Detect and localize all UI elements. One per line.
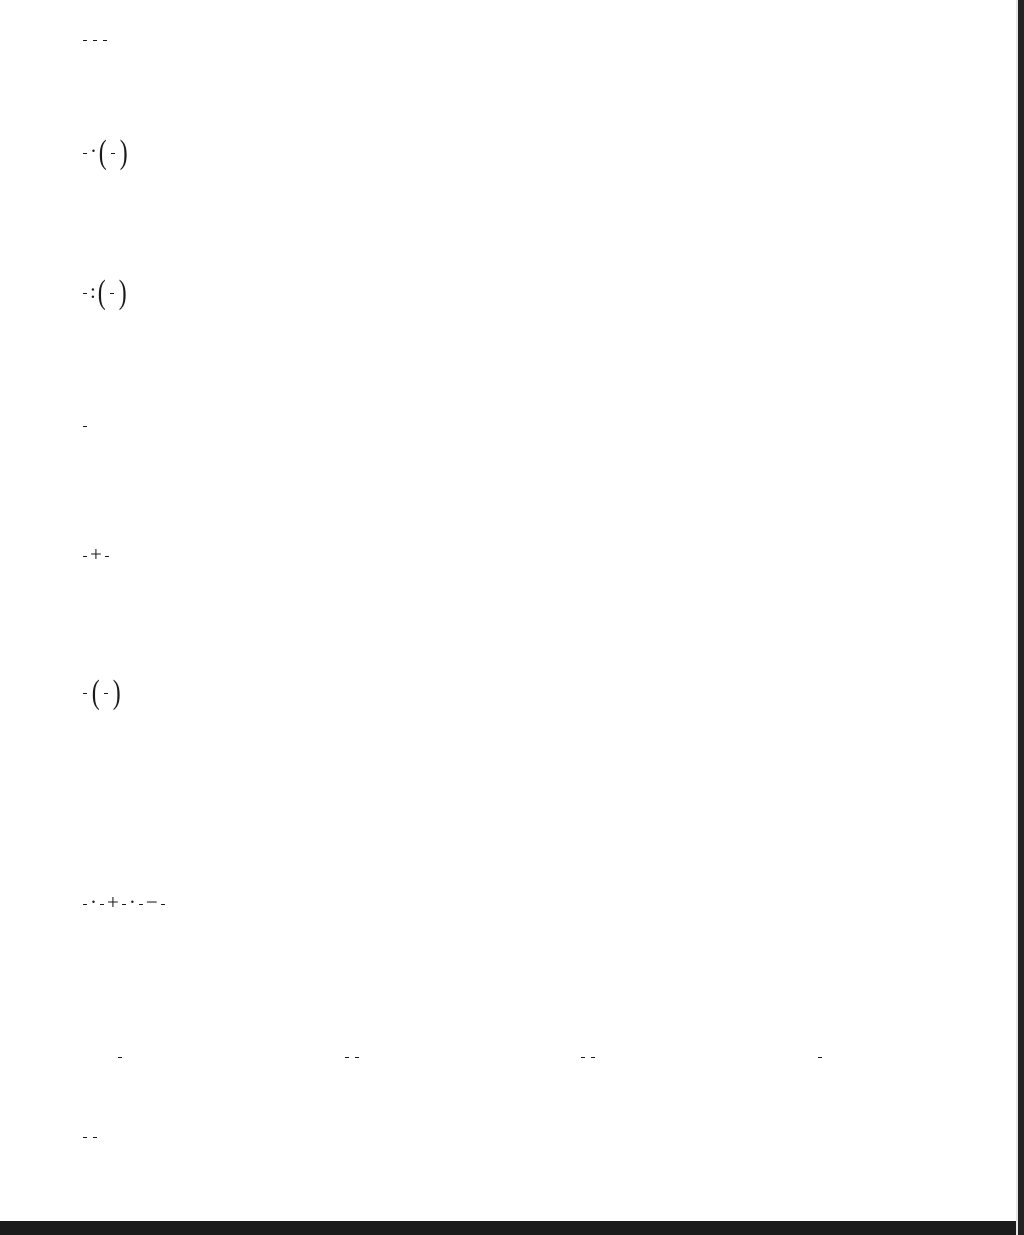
question-18: · + · − [80, 890, 168, 915]
frac-den [122, 905, 126, 908]
question-20 [80, 1123, 100, 1148]
bottom-edge [0, 1221, 1024, 1235]
frac-den [103, 41, 107, 44]
question-16: ( ) [80, 676, 123, 710]
question-14 [80, 412, 90, 437]
frac-den [83, 41, 87, 44]
right-edge [1018, 0, 1024, 1235]
frac-den [161, 905, 165, 908]
question-13: :( ) [80, 276, 129, 310]
frac-den [581, 1058, 585, 1061]
question-12: ·( ) [80, 136, 130, 170]
option-d[interactable] [815, 1043, 825, 1068]
frac-den [83, 1138, 87, 1141]
frac-den [104, 694, 108, 697]
frac-den [83, 294, 87, 297]
frac-den [591, 1058, 595, 1061]
frac-den [83, 427, 87, 430]
frac-den [83, 154, 87, 157]
frac-den [93, 1138, 97, 1141]
question-15: + [80, 542, 112, 567]
frac-den [93, 41, 97, 44]
frac-den [345, 1058, 349, 1061]
question-11 [80, 26, 110, 51]
option-c[interactable] [578, 1043, 598, 1068]
frac-den [139, 905, 143, 908]
frac-den [118, 1058, 122, 1061]
frac-den [355, 1058, 359, 1061]
frac-den [105, 557, 109, 560]
frac-den [100, 905, 104, 908]
frac-den [111, 154, 115, 157]
frac-den [110, 294, 114, 297]
option-b[interactable] [342, 1043, 362, 1068]
frac-den [83, 905, 87, 908]
frac-den [818, 1058, 822, 1061]
frac-den [83, 557, 87, 560]
frac-den [83, 694, 87, 697]
option-a[interactable] [115, 1043, 125, 1068]
